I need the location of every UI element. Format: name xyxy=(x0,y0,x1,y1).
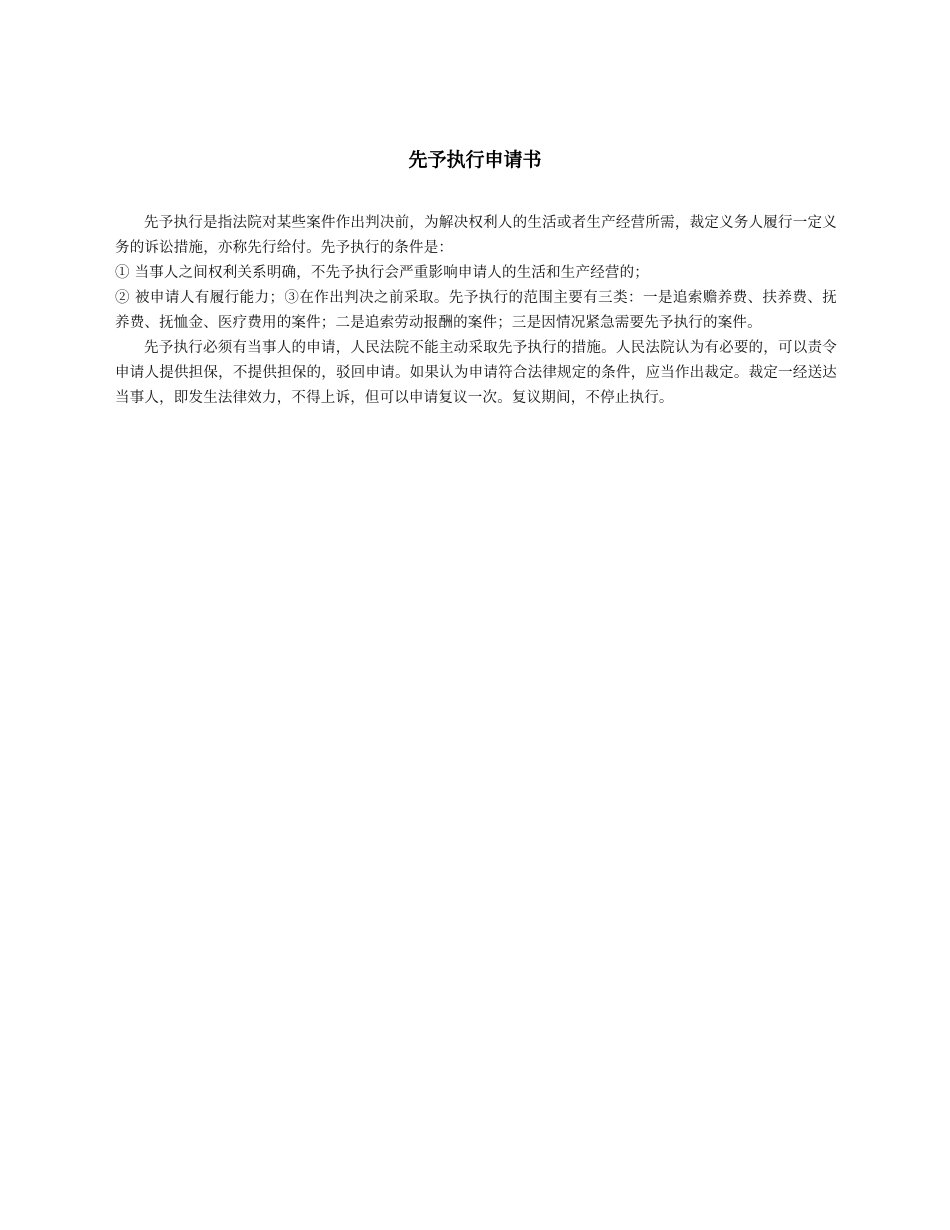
paragraph-condition-1: ① 当事人之间权利关系明确，不先予执行会严重影响申请人的生活和生产经营的； xyxy=(115,265,650,281)
document-body xyxy=(115,211,837,411)
paragraph-definition: 先予执行是指法院对某些案件作出判决前，为解决权利人的生活或者生产经营所需，裁定义务人履行一定义务的诉讼措施，亦称先行给付。先予执行的条件是： xyxy=(115,215,837,256)
paragraph-condition-2-scope: ② 被申请人有履行能力；③在作出判决之前采取。先予执行的范围主要有三类：一是追索赡养费、扶养费、抚养费、抚恤金、医疗费用的案件；二是追索劳动报酬的案件；三是因情况紧急需要先予执行的案件。 xyxy=(115,290,837,331)
paragraph-application-procedure: 先予执行必须有当事人的申请，人民法院不能主动采取先予执行的措施。人民法院认为有必要的，可以责令申请人提供担保，不提供担保的，驳回申请。如果认为申请符合法律规定的条件，应当作出裁定。裁定一经送达当事人，即发生法律效力，不得上诉，但可以申请复议一次。复议期间，不停止执行。 xyxy=(115,340,837,406)
document-title: 先予执行申请书 xyxy=(408,149,542,171)
